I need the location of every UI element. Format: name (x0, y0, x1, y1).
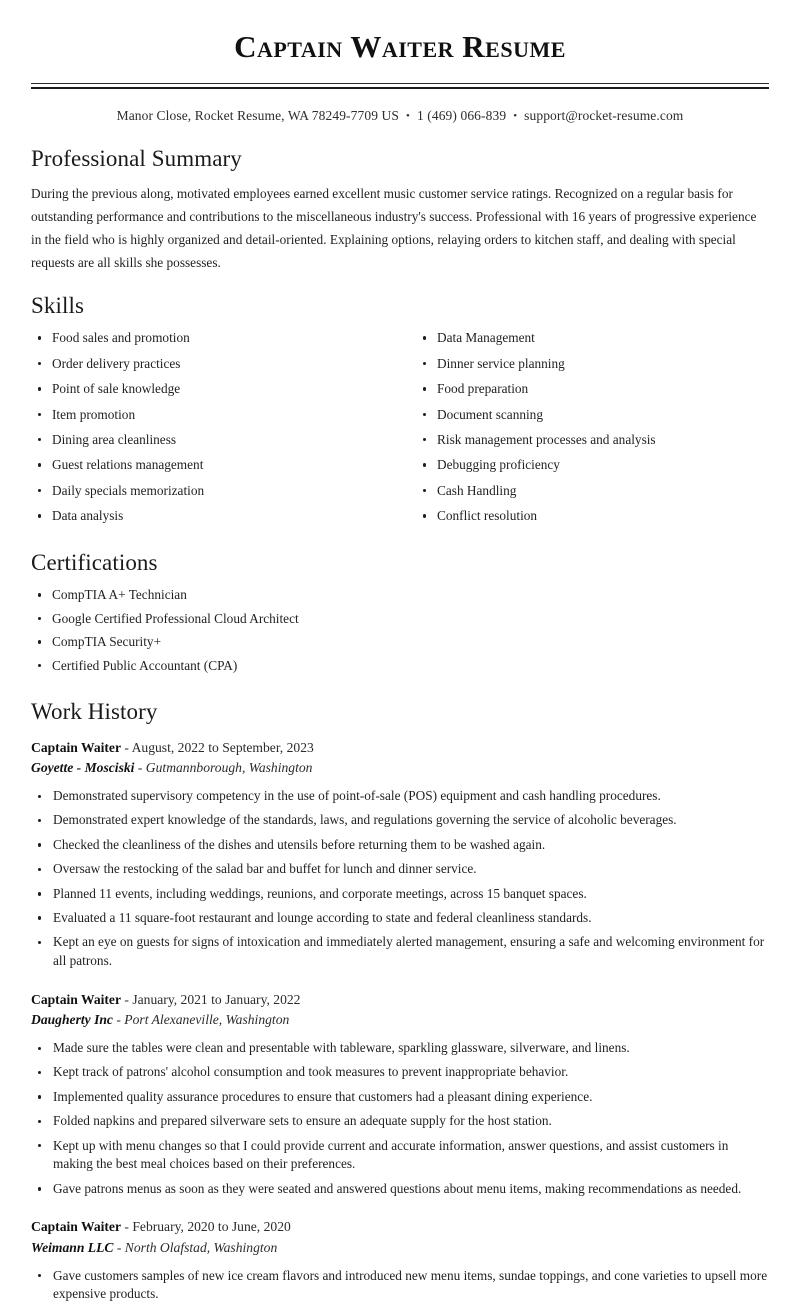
contact-separator-1: • (405, 109, 410, 122)
skills-list-right (416, 329, 769, 525)
job-location: Gutmannborough, Washington (145, 760, 313, 776)
certifications-list (31, 586, 769, 674)
job-title-line (31, 990, 769, 1010)
list-item: Conflict resolution (416, 507, 769, 525)
job-role: Captain Waiter (31, 739, 121, 755)
job-company: Goyette - Mosciski (31, 760, 135, 776)
job-title-line (31, 1217, 769, 1237)
skills-heading: Skills (31, 292, 85, 318)
page-title: Captain Waiter Resume (234, 29, 566, 64)
job-dash: - (124, 739, 129, 755)
job-dash: - (116, 1239, 122, 1255)
job-bullets (31, 1030, 769, 1199)
job-bullet-list (31, 787, 769, 971)
list-item: Planned 11 events, including weddings, reunions, and corporate meetings, across 15 banquet spaces. (31, 885, 769, 904)
job-dash: - (116, 1012, 121, 1028)
list-item: Gave customers samples of new ice cream flavors and introduced new menu items, sundae toppings, and cone varieties to upsell more expensive products. (31, 1267, 769, 1304)
job-bullets (31, 1258, 769, 1304)
list-item: Demonstrated expert knowledge of the standards, laws, and regulations governing the service of alcoholic beverages. (31, 811, 769, 830)
job-bullet-list (31, 1267, 769, 1304)
professional-summary-section (0, 124, 800, 275)
job-title-line (31, 738, 769, 758)
contact-line (0, 89, 800, 124)
job-company: Weimann LLC (31, 1239, 114, 1255)
list-item: Risk management processes and analysis (416, 431, 769, 449)
job-dash: - (137, 760, 143, 776)
skills-column-right (400, 329, 769, 533)
list-item: CompTIA Security+ (31, 633, 769, 651)
list-item: Certified Public Accountant (CPA) (31, 657, 769, 675)
list-item: Kept track of patrons' alcohol consumption and took measures to prevent inappropriate behavior. (31, 1063, 769, 1082)
list-item: Food sales and promotion (31, 329, 400, 347)
list-item: Made sure the tables were clean and presentable with tableware, sparkling glassware, silverware, and linens. (31, 1039, 769, 1058)
list-item: Daily specials memorization (31, 482, 400, 500)
list-item: Kept an eye on guests for signs of intoxication and immediately alerted management, ensuring a safe and welcoming environment for all patrons. (31, 933, 769, 971)
job-company-line (31, 1237, 769, 1258)
list-item: Demonstrated supervisory competency in the use of point-of-sale (POS) equipment and cash handling procedures. (31, 787, 769, 806)
job-dates: February, 2020 to June, 2020 (132, 1219, 291, 1235)
job-location: North Olafstad, Washington (124, 1239, 278, 1255)
job-company-line (31, 1009, 769, 1030)
job-entry (31, 1204, 769, 1304)
job-company-line (31, 757, 769, 778)
certifications-list-wrap (31, 576, 769, 674)
list-item: Checked the cleanliness of the dishes and utensils before returning them to be washed again. (31, 836, 769, 855)
skills-section (0, 275, 800, 533)
list-item: Oversaw the restocking of the salad bar and buffet for lunch and dinner service. (31, 860, 769, 879)
contact-phone: 1 (469) 066-839 (416, 107, 507, 123)
work-history-section (0, 680, 800, 1304)
summary-heading: Professional Summary (31, 145, 242, 171)
list-item: Folded napkins and prepared silverware sets to ensure an adequate supply for the host station. (31, 1112, 769, 1131)
skills-list-left (31, 329, 400, 525)
job-bullets (31, 778, 769, 971)
contact-separator-2: • (513, 109, 518, 122)
job-bullet-list (31, 1039, 769, 1199)
list-item: Document scanning (416, 406, 769, 424)
job-location: Port Alexaneville, Washington (124, 1012, 290, 1028)
list-item: Kept up with menu changes so that I could provide current and accurate information, answer questions, and assist customers in making the best meal choices based on their preferences. (31, 1137, 769, 1175)
job-entry (31, 977, 769, 1199)
list-item: Guest relations management (31, 456, 400, 474)
job-entry (31, 726, 769, 971)
skills-columns (31, 319, 769, 533)
list-item: Data analysis (31, 507, 400, 525)
list-item: Debugging proficiency (416, 456, 769, 474)
work-history-heading: Work History (31, 699, 158, 725)
list-item: Google Certified Professional Cloud Architect (31, 610, 769, 628)
job-dates: January, 2021 to January, 2022 (132, 991, 301, 1007)
list-item: Dinner service planning (416, 355, 769, 373)
summary-text: During the previous along, motivated employees earned excellent music customer service ratings. Recognized on a regular basis for outstanding performance and contributions to the miscellaneous industry's success. Professional with 16 years of progressive experience in the field who is highly organized and detail-oriented. Explaining options, relaying orders to kitchen staff, and dealing with special requests are all skills she possesses. (31, 186, 757, 270)
list-item: Cash Handling (416, 482, 769, 500)
list-item: Data Management (416, 329, 769, 347)
contact-email[interactable]: support@rocket-resume.com (524, 107, 684, 123)
job-dash: - (124, 991, 129, 1007)
job-role: Captain Waiter (31, 1219, 121, 1235)
list-item: Order delivery practices (31, 355, 400, 373)
list-item: Implemented quality assurance procedures to ensure that customers had a pleasant dining experience. (31, 1088, 769, 1107)
certifications-heading: Certifications (31, 549, 158, 575)
contact-address: Manor Close, Rocket Resume, WA 78249-7709 US (116, 107, 399, 123)
list-item: Evaluated a 11 square-foot restaurant and lounge according to state and federal cleanliness standards. (31, 909, 769, 928)
certifications-section (0, 533, 800, 675)
job-company: Daugherty Inc (31, 1012, 113, 1028)
list-item: Food preparation (416, 380, 769, 398)
list-item: Item promotion (31, 406, 400, 424)
skills-column-left (31, 329, 400, 533)
job-role: Captain Waiter (31, 991, 121, 1007)
list-item: Point of sale knowledge (31, 380, 400, 398)
list-item: Dining area cleanliness (31, 431, 400, 449)
job-dash: - (124, 1219, 129, 1235)
list-item: CompTIA A+ Technician (31, 586, 769, 604)
list-item: Gave patrons menus as soon as they were seated and answered questions about menu items, making recommendations as needed. (31, 1180, 769, 1199)
job-dates: August, 2022 to September, 2023 (131, 739, 314, 755)
